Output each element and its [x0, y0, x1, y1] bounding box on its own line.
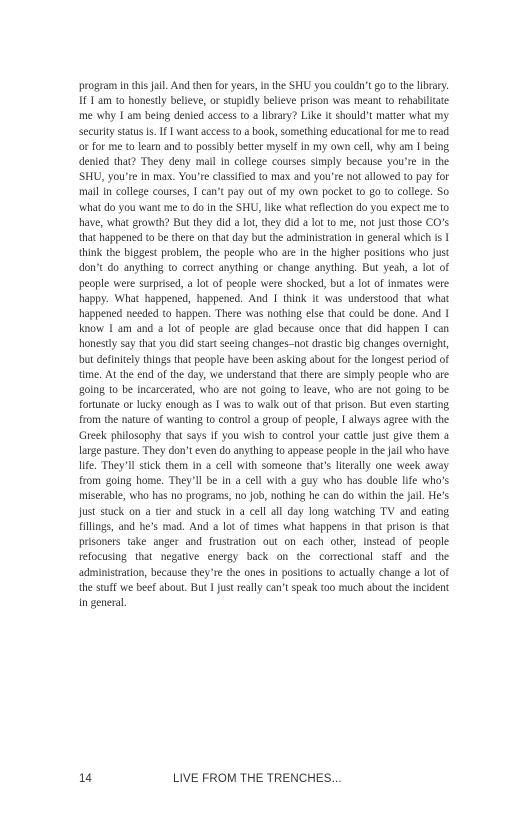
running-head: LIVE FROM THE TRENCHES...: [173, 773, 342, 785]
page-number: 14: [79, 773, 92, 785]
page-footer: [79, 773, 449, 789]
body-paragraph: program in this jail. And then for years, in the SHU you couldn’t go to the library. If I am to honestly believe, or stupidly believe prison was meant to rehabilitate me why I am being denied access to a library? Like it should’t matter what my security status is. If I want access to a book, something educational for me to read or for me to learn and to possibly better myself in my own cell, why am I being denied that? They deny mail in college courses simply because you’re in the SHU, you’re in max. You’re classified to max and you’re not allowed to pay for mail in college courses, I can’t pay out of my own pocket to go to college. So what do you want me to do in the SHU, like what reflection do you expect me to have, what growth? But they did a lot, they did a lot to me, not just those CO’s that happened to be there on that day but the administration in general which is I think the biggest problem, the people who are in the higher positions who just don’t do anything to correct anything or change anything. But yeah, a lot of people were surprised, a lot of people were shocked, but a lot of inmates were happy. What happened, happened. And I think it was understood that what happened needed to happen. There was nothing else that could be done. And I know I am and a lot of people are glad because once that did happen I can honestly say that you did start seeing changes–not drastic big changes overnight, but definitely things that people have been asking about for the longest period of time. At the end of the day, we understand that there are simply people who are going to be incarcerated, who are not going to leave, who are not going to be fortunate or lucky enough as I was to walk out of that prison. But even starting from the nature of wanting to control a group of people, I always agree with the Greek philosophy that says if you wish to control your cattle just give them a large pasture. They don’t even do anything to appease people in the jail who have life. They’ll stick them in a cell with someone that’s literally one week away from going home. They’ll be in a cell with a guy who has double life who’s miserable, who has no programs, no job, nothing he can do within the jail. He’s just stuck on a tier and stuck in a cell all day long watching TV and eating fillings, and he’s mad. And a lot of times what happens in that prison is that prisoners take anger and frustration out on each other, instead of people refocusing that negative energy back on the correctional staff and the administration, because they’re the ones in positions to actually change a lot of the stuff we beef about. But I just really can’t speak too much about the incident in general.: [79, 80, 449, 609]
